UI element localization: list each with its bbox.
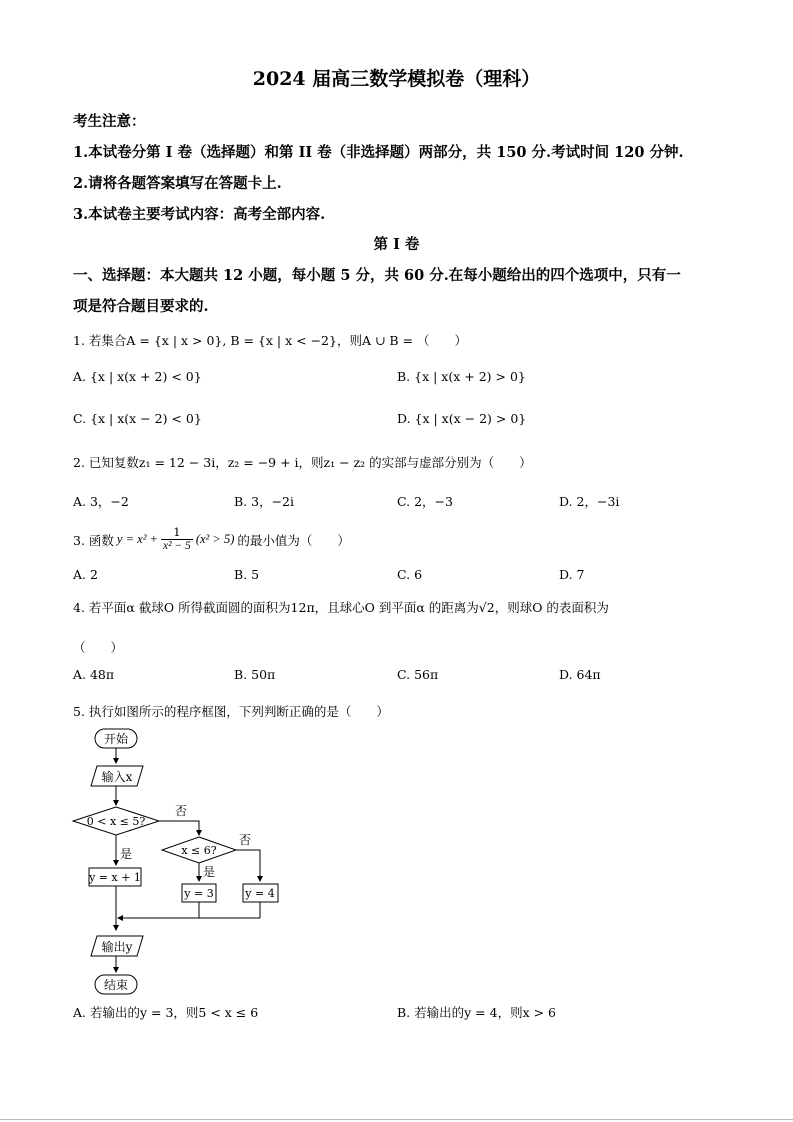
question-4-option-d: D. 64π xyxy=(559,667,601,682)
question-1-option-a: A. {x | x(x + 2) < 0} xyxy=(73,369,202,384)
question-3-fraction-denominator: x² − 5 xyxy=(163,540,191,552)
page-bottom-divider xyxy=(0,1119,793,1120)
notice-item-3: 3.本试卷主要考试内容：高考全部内容. xyxy=(73,206,326,223)
question-4-option-c: C. 56π xyxy=(397,667,439,682)
question-4-option-b: B. 50π xyxy=(234,667,276,682)
instruction-line-1: 一、选择题：本大题共 12 小题，每小题 5 分，共 60 分.在每小题给出的四个选项中，只有一 xyxy=(73,267,681,284)
question-3-option-b: B. 5 xyxy=(234,567,260,582)
question-2-option-a: A. 3，−2 xyxy=(73,494,129,509)
question-5-option-b: B. 若输出的y = 4，则x > 6 xyxy=(397,1005,556,1020)
question-2-option-b: B. 3，−2i xyxy=(234,494,295,509)
question-3-option-a: A. 2 xyxy=(73,567,98,582)
flowchart-box2-label: y = 3 xyxy=(184,887,214,900)
question-5-option-a: A. 若输出的y = 3，则5 < x ≤ 6 xyxy=(73,1005,259,1020)
question-1-option-b: B. {x | x(x + 2) > 0} xyxy=(397,369,526,384)
flowchart-cond2-label: x ≤ 6? xyxy=(181,844,217,857)
flowchart-output-label: 输出y xyxy=(101,940,133,954)
flowchart-start-label: 开始 xyxy=(103,732,129,746)
instruction-line-2: 项是符合题目要求的. xyxy=(73,298,209,315)
flowchart-cond1-label: 0 < x ≤ 5? xyxy=(86,815,146,828)
question-4-option-a: A. 48π xyxy=(73,667,115,682)
question-2-option-d: D. 2，−3i xyxy=(559,494,620,509)
question-1-option-d: D. {x | x(x − 2) > 0} xyxy=(397,411,527,426)
question-1-stem: 1. 若集合A = {x | x > 0}, B = {x | x < −2}，则A ∪ B = （ ） xyxy=(73,333,468,348)
flowchart-cond1-no-label: 否 xyxy=(175,804,188,818)
question-3-fraction-numerator: 1 xyxy=(173,525,181,539)
page-title: 2024 届高三数学模拟卷（理科） xyxy=(252,68,541,90)
question-4-stem: 4. 若平面α 截球O 所得截面圆的面积为12π，且球心O 到平面α 的距离为√2，则球O 的表面积为 xyxy=(73,600,609,615)
flowchart-cond2-no-label: 否 xyxy=(239,833,252,847)
question-3-option-c: C. 6 xyxy=(397,567,423,582)
question-2-option-c: C. 2，−3 xyxy=(397,494,453,509)
flowchart xyxy=(65,725,295,1000)
flowchart-box1-label: y = x + 1 xyxy=(89,871,141,884)
question-3-prefix: 3. 函数 xyxy=(73,532,114,548)
question-3-option-d: D. 7 xyxy=(559,567,585,582)
flowchart-cond1-yes-label: 是 xyxy=(120,847,133,861)
question-3-stem xyxy=(73,526,350,553)
question-2-stem: 2. 已知复数z₁ = 12 − 3i，z₂ = −9 + i，则z₁ − z₂ 的实部与虚部分别为（ ） xyxy=(73,455,532,470)
question-3-formula-left: y = x² + xyxy=(116,532,158,546)
flowchart-end-label: 结束 xyxy=(103,978,129,992)
flowchart-cond2-yes-label: 是 xyxy=(203,865,216,879)
notice-heading: 考生注意： xyxy=(73,113,146,130)
question-4-stem-cont: （ ） xyxy=(73,640,124,655)
question-1-option-c: C. {x | x(x − 2) < 0} xyxy=(73,411,202,426)
notice-item-2: 2.请将各题答案填写在答题卡上. xyxy=(73,175,282,192)
question-3-suffix: 的最小值为（ ） xyxy=(237,532,350,548)
question-3-fraction xyxy=(161,526,193,553)
notice-item-1: 1.本试卷分第 I 卷（选择题）和第 II 卷（非选择题）两部分，共 150 分.考试时间 120 分钟. xyxy=(73,144,684,161)
question-5-stem: 5. 执行如图所示的程序框图，下列判断正确的是（ ） xyxy=(73,704,389,719)
question-3-formula-right: (x² > 5) xyxy=(195,532,235,546)
section-heading: 第 I 卷 xyxy=(373,236,420,253)
flowchart-box3-label: y = 4 xyxy=(245,887,275,900)
flowchart-input-label: 输入x xyxy=(101,770,133,784)
